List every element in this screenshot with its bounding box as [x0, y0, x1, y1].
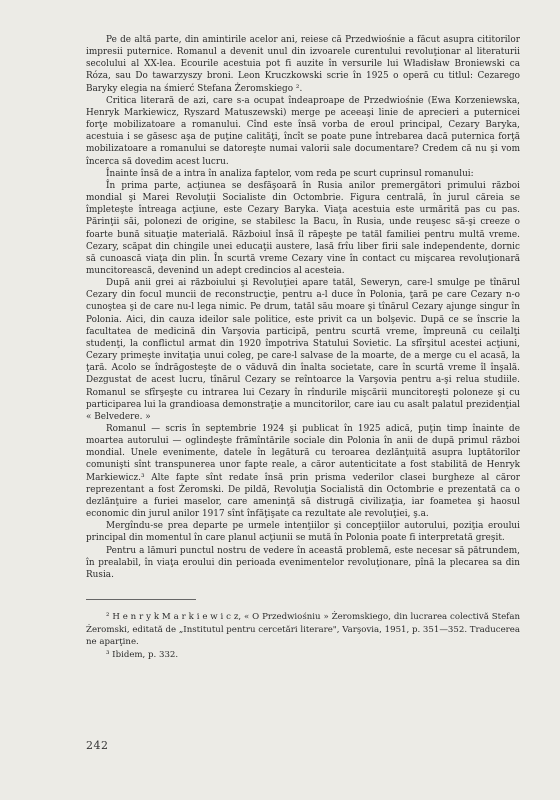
paragraph-5: După anii grei ai războiului şi Revoluţiei apare tatăl, Seweryn, care-l smulge pe tînărul Cezary din focul muncii de reconstrucţie, pentru a-l duce în Polonia, ţară pe care Cezary n-o cunoştea şi de care nu-l lega nimic. Pe drum, tatăl său moare şi tînărul Cezary ajunge singur în Polonia. Aici, din cauza ideilor sale politice, este privit ca un bolşevic. După ce se înscrie la facultatea de medicină din Varşovia participă, pentru scurtă vreme, împreună cu ceilalţi studenţi, la conflictul armat din 1920 împotriva Statului Sovietic. La sfîrşitul acestei acţiuni, Cezary primeşte invitaţia unui coleg, pe care-l salvase de la moarte, de a merge cu el acasă, la ţară. Acolo se îndrăgosteşte de o văduvă din înalta societate, care în scurtă vreme îl înşală. Dezgustat de acest lucru, tînărul Cezary se reîntoarce la Varşovia pentru a-şi relua studiile. Romanul se sfîrşeşte cu intrarea lui Cezary în rîndurile mişcării muncitoreşti poloneze şi cu participarea lui la grandioasa demonstraţie a muncitorilor, care iau cu asalt palatul prezidenţial « Belvedere. »	[86, 278, 520, 422]
paragraph-7: Mergîndu-se prea departe pe urmele intenţiilor şi concepţiilor autorului, poziţia eroului principal din momentul în care planul acţiunii se mută în Polonia poate fi interpretată greşit.	[86, 521, 520, 544]
paragraph-8: Pentru a lămuri punctul nostru de vedere în această problemă, este necesar să pătrundem, în prealabil, în viaţa eroului din perioada evenimentelor revoluţionare, pînă la plecarea sa din Rusia.	[86, 545, 520, 580]
paragraph-4: În prima parte, acţiunea se desfăşoară în Rusia anilor premergători primului război mondial şi Marei Revoluţii Socialiste din Octombrie. Figura centrală, în jurul căreia se împleteşte întreaga acţiune, este Cezary Baryka. Viaţa acestuia este urmărită pas cu pas. Părinţii săi, polonezi de origine, se stabilesc la Bacu, în Rusia, unde reuşesc să-şi creeze o foarte bună situaţie materială. Războiul însă îl răpeşte pe tatăl familiei pentru multă vreme. Cezary, scăpat din chingile unei educaţii austere, lasă frîu liber firii sale independente, dornic să cunoască viaţa din plin. În scurtă vreme Cezary vine în contact cu mişcarea revoluţionară muncitorească, devenind un adept credincios al acesteia.	[86, 180, 520, 276]
main-text	[86, 34, 520, 581]
footnote-2: ² H e n r y k M a r k i e w i c z, « O Przedwiośniu » Żeromskiego, din lucrarea colectivă Stefan Żeromski, editată de „Institutul pentru cercetări literare", Varşovia, 1951, p. 351—352. Traducerea ne aparţine.	[86, 612, 521, 648]
paragraph-3: Înainte însă de a intra în analiza faptelor, vom reda pe scurt cuprinsul romanului:	[106, 168, 474, 179]
paragraph-2: Critica literară de azi, care s-a ocupat îndeaproape de Przedwiośnie (Ewa Korzeniewska, Henryk Markiewicz, Ryszard Matuszewski) merge pe aceeaşi linie de aprecieri a puternicei forţe mobilizatoare a romanului. Cînd este însă vorba de eroul principal, Cezary Baryka, acestuia i se găsesc aşa de puţine calităţi, încît se poate pune întrebarea dacă puternica forţă mobilizatoare a romanului se datoreşte numai valorii sale documentare? Credem că nu şi vom încerca să dovedim acest lucru.	[86, 95, 520, 167]
footnote-divider	[86, 599, 196, 600]
page-number: 242	[86, 739, 109, 752]
paragraph-6: Romanul — scris în septembrie 1924 şi publicat în 1925 adică, puţin timp înainte de moartea autorului — oglindeşte frămîntările sociale din Polonia în anii de după primul război mondial. Unele evenimente, datele în legătură cu teroarea dezlănţuită asupra luptătorilor comunişti sînt transpunerea unor fapte reale, a căror autenticitate a fost stabilită de Henryk Markiewicz.³ Alte fapte sînt redate însă prin prisma vederilor clasei burgheze al căror reprezentant a fost Żeromski. De pildă, Revoluţia Socialistă din Octombrie e prezentată ca o dezlănţuire a furiei maselor, care ameninţă să distrugă civilizaţia, iar foametea şi haosul economic din jurul anilor 1917 sînt înfăţişate ca rezultate ale revoluţiei, ş.a.	[86, 424, 520, 520]
footnotes	[86, 611, 520, 661]
paragraph-1: Pe de altă parte, din amintirile acelor ani, reiese că Przedwiośnie a făcut asupra cititorilor impresii puternice. Romanul a devenit unul din izvoarele curentului revoluţionar al literaturii secolului al XX-lea. Ecourile acestuia pot fi auzite în versurile lui Władisław Broniewski ca Róza, sau Do tawarzyszy broni. Leon Kruczkowski scrie în 1925 o operă cu titlul: Cezarego Baryky elegia na śmierć Stefana Żeromskiego ².	[86, 35, 520, 94]
footnote-3: ³ Ibidem, p. 332.	[106, 649, 179, 660]
